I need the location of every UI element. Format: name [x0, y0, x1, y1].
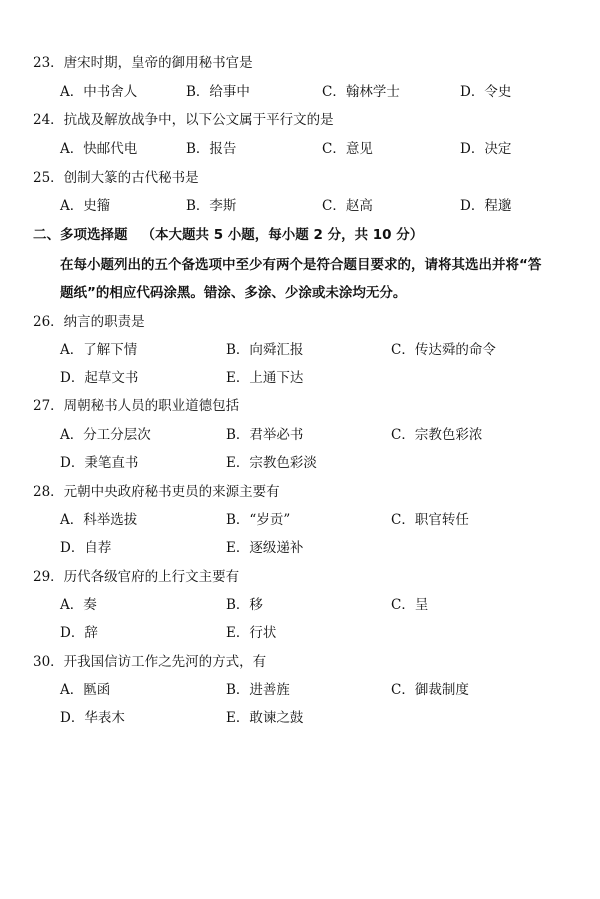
question-26-stem: 26．纳言的职责是 — [33, 314, 145, 330]
question-25-option-a: A．史籀 — [60, 198, 111, 214]
question-23-stem: 23．唐宋时期，皇帝的御用秘书官是 — [33, 55, 253, 71]
section-2-heading — [33, 226, 423, 244]
question-27-option-e: E．宗教色彩淡 — [226, 455, 317, 471]
question-28-option-d: D．自荐 — [60, 540, 112, 556]
question-29-option-c: C．呈 — [391, 597, 429, 613]
question-25-option-d: D．程邈 — [460, 198, 512, 214]
question-30-option-e: E．敢谏之鼓 — [226, 710, 304, 726]
question-26-option-d: D．起草文书 — [60, 370, 139, 386]
question-26-option-b: B．向舜汇报 — [226, 342, 304, 358]
question-25-stem: 25．创制大篆的古代秘书是 — [33, 170, 199, 186]
question-29-option-e: E．行状 — [226, 625, 277, 641]
question-26-option-e: E．上通下达 — [226, 370, 304, 386]
question-25-option-b: B．李斯 — [186, 198, 237, 214]
question-29-option-b: B．移 — [226, 597, 263, 613]
question-24-option-a: A．快邮代电 — [60, 141, 138, 157]
question-27-stem: 27．周朝秘书人员的职业道德包括 — [33, 398, 240, 414]
question-27-option-c: C．宗教色彩浓 — [391, 427, 483, 443]
question-23-option-b: B．给事中 — [186, 84, 250, 100]
question-25-option-c: C．赵高 — [322, 198, 373, 214]
question-29-option-d: D．辞 — [60, 625, 98, 641]
question-27-option-a: A．分工分层次 — [60, 427, 151, 443]
section-2-note: （本大题共 5 小题，每小题 2 分，共 10 分） — [141, 227, 424, 243]
section-2-title: 二、多项选择题 — [33, 227, 128, 243]
question-29-stem: 29．历代各级官府的上行文主要有 — [33, 569, 240, 585]
question-30-option-b: B．进善旌 — [226, 682, 290, 698]
question-23-option-a: A．中书舍人 — [60, 84, 138, 100]
question-29-option-a: A．奏 — [60, 597, 97, 613]
question-30-option-c: C．御裁制度 — [391, 682, 469, 698]
question-28-option-e: E．逐级递补 — [226, 540, 304, 556]
question-28-option-a: A．科举选拔 — [60, 512, 138, 528]
question-24-option-d: D．决定 — [460, 141, 512, 157]
question-30-stem: 30．开我国信访工作之先河的方式，有 — [33, 654, 267, 670]
question-23-option-d: D．令史 — [460, 84, 512, 100]
section-2-instruction-line-1: 在每小题列出的五个备选项中至少有两个是符合题目要求的，请将其选出并将“答 — [60, 257, 542, 273]
question-30-option-a: A．匦函 — [60, 682, 111, 698]
section-2-instruction-line-2: 题纸”的相应代码涂黑。错涂、多涂、少涂或未涂均无分。 — [60, 285, 407, 301]
question-27-option-b: B．君举必书 — [226, 427, 304, 443]
question-24-option-c: C．意见 — [322, 141, 373, 157]
question-23-option-c: C．翰林学士 — [322, 84, 400, 100]
question-26-option-c: C．传达舜的命令 — [391, 342, 496, 358]
question-24-stem: 24．抗战及解放战争中，以下公文属于平行文的是 — [33, 112, 334, 128]
question-28-option-c: C．职官转任 — [391, 512, 469, 528]
question-30-option-d: D．华表木 — [60, 710, 125, 726]
question-24-option-b: B．报告 — [186, 141, 237, 157]
question-26-option-a: A．了解下情 — [60, 342, 138, 358]
question-27-option-d: D．秉笔直书 — [60, 455, 139, 471]
question-28-stem: 28．元朝中央政府秘书吏员的来源主要有 — [33, 484, 280, 500]
question-28-option-b: B．“岁贡” — [226, 512, 291, 528]
